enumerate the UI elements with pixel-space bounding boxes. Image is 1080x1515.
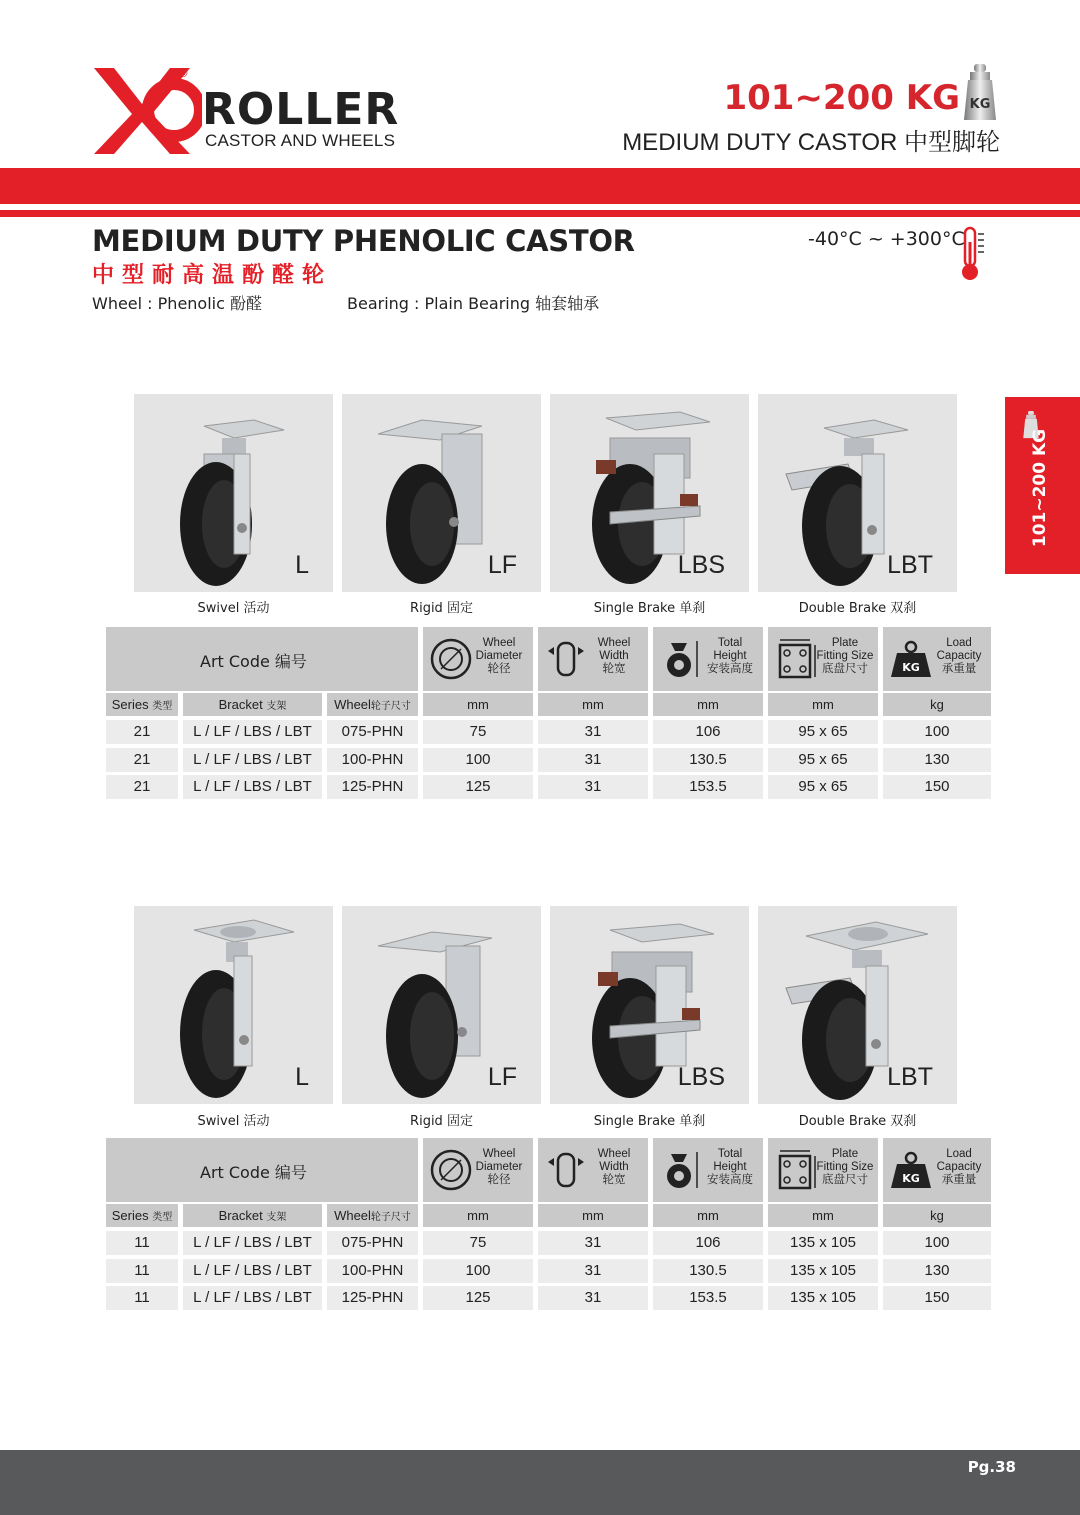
caption-row: [134, 1110, 964, 1130]
cell-plate: 135 x 105: [768, 1231, 878, 1255]
cell-diameter: 75: [423, 1231, 533, 1255]
photo-code: LF: [487, 1063, 517, 1091]
cell-load: 100: [883, 1231, 991, 1255]
svg-text:KG: KG: [902, 1172, 920, 1185]
cell-height: 153.5: [653, 775, 763, 799]
product-title: MEDIUM DUTY PHENOLIC CASTOR: [92, 224, 635, 258]
subheader-unit: mm: [653, 1204, 763, 1227]
cell-series: 21: [106, 720, 178, 744]
subheader-unit: mm: [653, 693, 763, 716]
caption-row: [134, 597, 964, 617]
header-text: Total: [717, 1148, 743, 1160]
cell-bracket: L / LF / LBS / LBT: [183, 775, 322, 799]
subheader-unit: kg: [883, 1204, 991, 1227]
header-text: 轮宽: [602, 1174, 626, 1186]
header-text: 安装高度: [707, 1174, 753, 1186]
kg-weight-icon: [889, 637, 933, 681]
registered-mark: ®: [177, 66, 189, 80]
cell-height: 106: [653, 1231, 763, 1255]
brand-name: ROLLER: [202, 84, 400, 135]
wheel-diameter-icon: [429, 1148, 473, 1192]
cell-height: 130.5: [653, 1259, 763, 1283]
header-wheel-diameter: [423, 1138, 533, 1202]
load-range-title: 101~200 KG: [723, 78, 960, 118]
header-text: Load: [946, 637, 972, 649]
header-total-height: [653, 1138, 763, 1202]
photo-double-brake: [758, 906, 957, 1104]
cell-bracket: L / LF / LBS / LBT: [183, 1286, 322, 1310]
header-text: 轮径: [487, 1174, 511, 1186]
svg-text:KG: KG: [902, 661, 920, 674]
subheader-unit: mm: [423, 693, 533, 716]
photo-code: LBS: [677, 1063, 725, 1091]
header-text: Width: [599, 1161, 629, 1173]
wheel-spec: Wheel : Phenolic 酚醛: [92, 294, 262, 313]
caption-rigid: Rigid 固定: [410, 1114, 473, 1129]
cell-load: 150: [883, 1286, 991, 1310]
total-height-icon: [659, 637, 703, 681]
wheel-diameter-icon: [429, 637, 473, 681]
subheader-unit: mm: [768, 693, 878, 716]
subheader-unit: mm: [423, 1204, 533, 1227]
header-text: Diameter: [475, 1161, 523, 1173]
cell-series: 21: [106, 748, 178, 772]
svg-text:KG: KG: [969, 97, 991, 112]
photo-code: LBS: [677, 551, 725, 579]
photo-single-brake: [550, 906, 749, 1104]
art-code-header: [106, 627, 418, 691]
cell-plate: 95 x 65: [768, 775, 878, 799]
side-tab-label: 101~200 KG: [1030, 428, 1050, 548]
wheel-width-icon: [544, 637, 588, 681]
photo-code: L: [295, 551, 309, 579]
cell-height: 153.5: [653, 1286, 763, 1310]
cell-wheel: 075-PHN: [327, 1231, 418, 1255]
cell-series: 11: [106, 1286, 178, 1310]
spec-table: [106, 627, 991, 801]
photo-double-brake: [758, 394, 957, 592]
header-text: 轮径: [487, 663, 511, 675]
header-text: Load: [946, 1148, 972, 1160]
photo-single-brake: [550, 394, 749, 592]
cell-series: 11: [106, 1231, 178, 1255]
subheader-unit: kg: [883, 693, 991, 716]
cell-series: 11: [106, 1259, 178, 1283]
cell-diameter: 100: [423, 1259, 533, 1283]
cell-diameter: 125: [423, 1286, 533, 1310]
caption-single-brake: Single Brake 单刹: [593, 601, 706, 616]
caption-single-brake: Single Brake 单刹: [593, 1114, 706, 1129]
footer-bar: [0, 1450, 1080, 1515]
header-text: Plate: [831, 637, 859, 649]
photo-swivel: [134, 394, 333, 592]
photo-code: LBT: [887, 1063, 933, 1091]
header-text: Width: [599, 650, 629, 662]
subheader-wheel: Wheel轮子尺寸: [327, 693, 418, 716]
cell-height: 130.5: [653, 748, 763, 772]
cell-load: 150: [883, 775, 991, 799]
product-photo-row: [134, 906, 964, 1106]
subheader-unit: mm: [538, 1204, 648, 1227]
cell-height: 106: [653, 720, 763, 744]
cell-width: 31: [538, 1286, 648, 1310]
header-total-height: [653, 627, 763, 691]
kg-weight-icon: [889, 1148, 933, 1192]
subheader-series: Series 类型: [106, 1204, 178, 1227]
subheader-bracket: Bracket 支架: [183, 1204, 322, 1227]
header-text: Wheel: [482, 637, 516, 649]
subheader-series: Series 类型: [106, 693, 178, 716]
header-text: Height: [713, 650, 747, 662]
temperature-range: -40°C ~ +300°C: [808, 228, 965, 250]
header-text: Height: [713, 1161, 747, 1173]
photo-rigid: [342, 394, 541, 592]
header-text: 承重量: [941, 663, 977, 675]
photo-code: LBT: [887, 551, 933, 579]
header-wheel-diameter: [423, 627, 533, 691]
subheader-bracket: Bracket 支架: [183, 693, 322, 716]
header-band: [0, 168, 1080, 204]
cell-wheel: 125-PHN: [327, 1286, 418, 1310]
header-text: Wheel: [482, 1148, 516, 1160]
art-code-label: Art Code 编号: [200, 652, 307, 671]
product-title-cn: 中型耐高温酚醛轮: [92, 263, 333, 288]
spec-table: [106, 1138, 991, 1312]
cell-load: 100: [883, 720, 991, 744]
cell-diameter: 125: [423, 775, 533, 799]
header-text: Fitting Size: [816, 650, 874, 662]
header-text: Fitting Size: [816, 1161, 874, 1173]
cell-plate: 95 x 65: [768, 748, 878, 772]
cell-width: 31: [538, 1231, 648, 1255]
header-text: 底盘尺寸: [822, 663, 868, 675]
cell-bracket: L / LF / LBS / LBT: [183, 1231, 322, 1255]
thermometer-icon: [960, 226, 988, 282]
photo-swivel: [134, 906, 333, 1104]
photo-code: LF: [487, 551, 517, 579]
cell-diameter: 75: [423, 720, 533, 744]
cell-wheel: 075-PHN: [327, 720, 418, 744]
brand-tagline: CASTOR AND WHEELS: [205, 131, 396, 150]
cell-load: 130: [883, 1259, 991, 1283]
header-text: Diameter: [475, 650, 523, 662]
header-text: Wheel: [597, 637, 631, 649]
subheader-unit: mm: [768, 1204, 878, 1227]
header-plate-size: [768, 1138, 878, 1202]
header-plate-size: [768, 627, 878, 691]
header-wheel-width: [538, 1138, 648, 1202]
header-text: 轮宽: [602, 663, 626, 675]
cell-bracket: L / LF / LBS / LBT: [183, 1259, 322, 1283]
cell-width: 31: [538, 1259, 648, 1283]
photo-rigid: [342, 906, 541, 1104]
total-height-icon: [659, 1148, 703, 1192]
cell-width: 31: [538, 775, 648, 799]
cell-wheel: 125-PHN: [327, 775, 418, 799]
cell-wheel: 100-PHN: [327, 748, 418, 772]
cell-plate: 135 x 105: [768, 1286, 878, 1310]
caption-swivel: Swivel 活动: [197, 1114, 270, 1129]
caption-rigid: Rigid 固定: [410, 601, 473, 616]
cell-diameter: 100: [423, 748, 533, 772]
header-text: 承重量: [941, 1174, 977, 1186]
product-photo-row: [134, 394, 964, 594]
header-band-thin: [0, 210, 1080, 217]
cell-load: 130: [883, 748, 991, 772]
wheel-width-icon: [544, 1148, 588, 1192]
plate-size-icon: [774, 1148, 818, 1192]
page-number: Pg.38: [967, 1458, 1016, 1476]
subheader-unit: mm: [538, 693, 648, 716]
header-text: 底盘尺寸: [822, 1174, 868, 1186]
photo-code: L: [295, 1063, 309, 1091]
cell-plate: 135 x 105: [768, 1259, 878, 1283]
header-text: Total: [717, 637, 743, 649]
art-code-label: Art Code 编号: [200, 1163, 307, 1182]
subheader-wheel: Wheel轮子尺寸: [327, 1204, 418, 1227]
cell-bracket: L / LF / LBS / LBT: [183, 720, 322, 744]
header-load-capacity: [883, 1138, 991, 1202]
header-load-capacity: [883, 627, 991, 691]
cell-series: 21: [106, 775, 178, 799]
plate-size-icon: [774, 637, 818, 681]
header-text: Capacity: [936, 650, 982, 662]
cell-width: 31: [538, 748, 648, 772]
header-wheel-width: [538, 627, 648, 691]
header-text: 安装高度: [707, 663, 753, 675]
art-code-header: [106, 1138, 418, 1202]
header-text: Wheel: [597, 1148, 631, 1160]
caption-double-brake: Double Brake 双刹: [798, 1114, 917, 1129]
weight-icon: [960, 62, 1000, 124]
bearing-spec: Bearing : Plain Bearing 轴套轴承: [347, 294, 600, 313]
category-title: MEDIUM DUTY CASTOR 中型脚轮: [622, 129, 1000, 156]
caption-double-brake: Double Brake 双刹: [798, 601, 917, 616]
header-text: Plate: [831, 1148, 859, 1160]
cell-width: 31: [538, 720, 648, 744]
caption-swivel: Swivel 活动: [197, 601, 270, 616]
cell-plate: 95 x 65: [768, 720, 878, 744]
cell-wheel: 100-PHN: [327, 1259, 418, 1283]
cell-bracket: L / LF / LBS / LBT: [183, 748, 322, 772]
header-text: Capacity: [936, 1161, 982, 1173]
